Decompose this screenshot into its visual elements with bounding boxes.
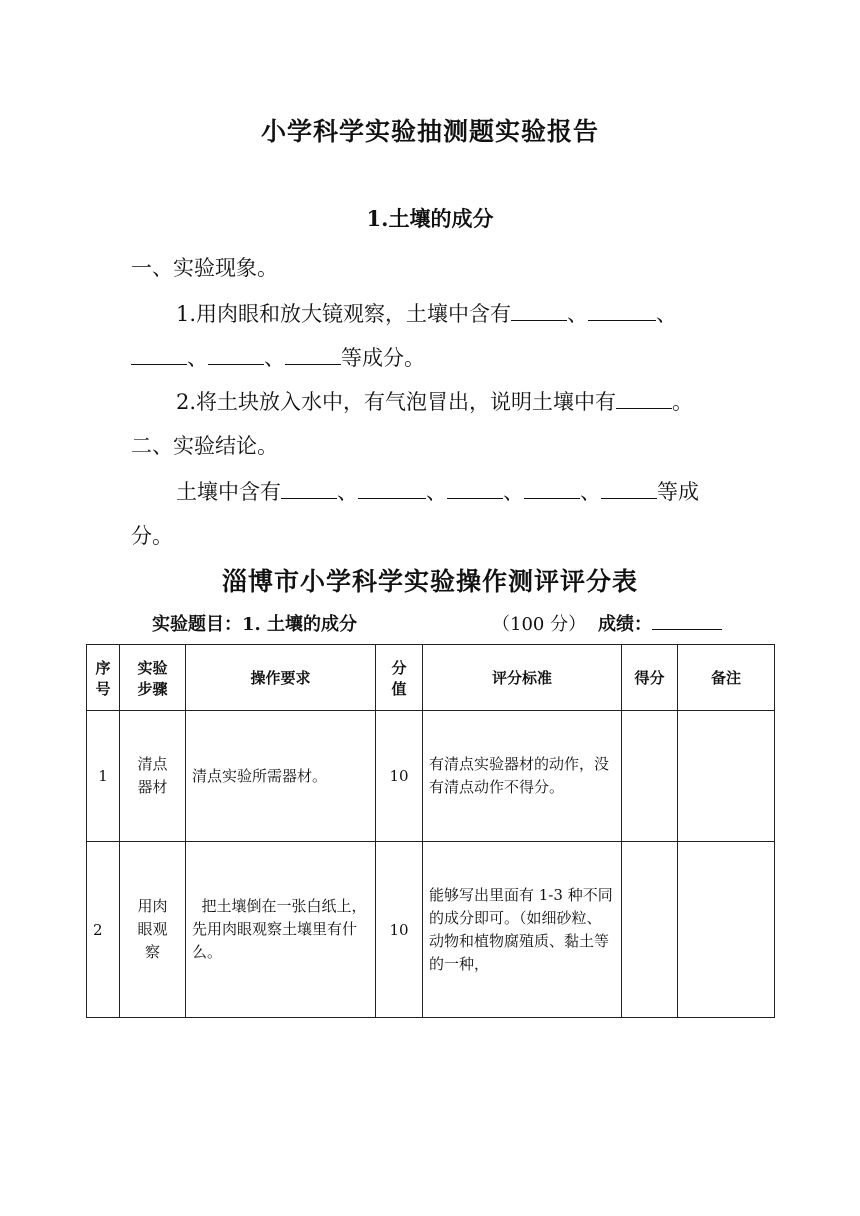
separator: 、 [187,346,208,371]
header-score: 得分 [622,645,678,711]
item1-text: 1.用肉眼和放大镜观察，土壤中含有 [176,302,512,327]
score-label: 成绩： [598,614,652,635]
conclusion-suffix: 等成 [657,480,699,505]
separator: 、 [567,302,589,327]
total-points: （100 分） [492,614,587,635]
separator: 、 [503,480,524,505]
row-seq: 1 [87,711,120,842]
answer-blank[interactable] [511,298,567,321]
header-step-line: 实验 [137,658,168,677]
report-subtitle: 1.土壤的成分 [366,206,494,231]
row-criteria: 有清点实验器材的动作，没有清点动作不得分。 [423,711,622,842]
score-field [598,610,722,636]
row-criteria: 能够写出里面有 1-3 种不同的成分即可。（如细砂粒、动物和植物腐殖质、黏土等的一种， [423,842,622,1018]
phenomenon-item-1-line-1 [176,298,677,328]
separator: 、 [580,480,601,505]
step-line: 察 [144,943,160,961]
table-row [87,842,775,1018]
step-line: 器材 [137,778,168,796]
item2-text: 2.将土块放入水中，有气泡冒出，说明土壤中有 [176,390,617,415]
row-requirement: 清点实验所需器材。 [186,711,376,842]
table-row [87,711,775,842]
header-value-line: 值 [391,679,407,698]
conclusion-line-1 [176,476,699,506]
separator: 、 [264,346,285,371]
separator: 、 [426,480,447,505]
report-title: 小学科学实验抽测题实验报告 [260,117,599,146]
form-title: 淄博市小学科学实验操作测评评分表 [221,567,638,596]
step-line: 清点 [137,755,168,773]
answer-blank[interactable] [358,476,426,499]
answer-blank[interactable] [524,476,580,499]
row-note-cell[interactable] [678,842,775,1018]
header-requirement: 操作要求 [186,645,376,711]
header-seq-line: 序 [95,658,111,677]
header-criteria: 评分标准 [423,645,622,711]
answer-blank[interactable] [616,386,672,409]
section-heading-phenomena: 一、实验现象。 [131,256,278,280]
item1-suffix: 等成分。 [341,346,425,371]
row-value: 10 [376,711,423,842]
scoring-table [86,644,775,1018]
row-requirement: 把土壤倒在一张白纸上，先用肉眼观察土壤里有什么。 [186,842,376,1018]
row-step [120,711,186,842]
step-line: 用肉 [137,897,168,915]
row-seq: 2 [87,842,120,1018]
header-value [376,645,423,711]
step-line: 眼观 [137,920,168,938]
answer-blank[interactable] [281,476,337,499]
phenomenon-item-2 [176,386,693,416]
row-step [120,842,186,1018]
conclusion-line-2: 分。 [131,524,173,548]
table-header-row [87,645,775,711]
answer-blank[interactable] [131,342,187,365]
separator: 、 [337,480,358,505]
row-score-cell[interactable] [622,842,678,1018]
answer-blank[interactable] [208,342,264,365]
header-seq-line: 号 [95,679,111,698]
experiment-topic: 实验题目：1. 土壤的成分 [152,614,358,635]
separator: 、 [656,302,678,327]
phenomenon-item-1-line-2 [131,342,425,372]
row-score-cell[interactable] [622,711,678,842]
header-step-line: 步骤 [137,679,168,698]
section-heading-conclusion: 二、实验结论。 [131,434,278,458]
row-note-cell[interactable] [678,711,775,842]
answer-blank[interactable] [447,476,503,499]
answer-blank[interactable] [285,342,341,365]
item2-suffix: 。 [672,390,694,415]
header-value-line: 分 [391,658,407,677]
header-seq [87,645,120,711]
header-step [120,645,186,711]
answer-blank[interactable] [588,298,656,321]
header-note: 备注 [678,645,775,711]
conclusion-text: 土壤中含有 [176,480,281,505]
answer-blank[interactable] [601,476,657,499]
row-value: 10 [376,842,423,1018]
score-blank[interactable] [652,610,722,630]
